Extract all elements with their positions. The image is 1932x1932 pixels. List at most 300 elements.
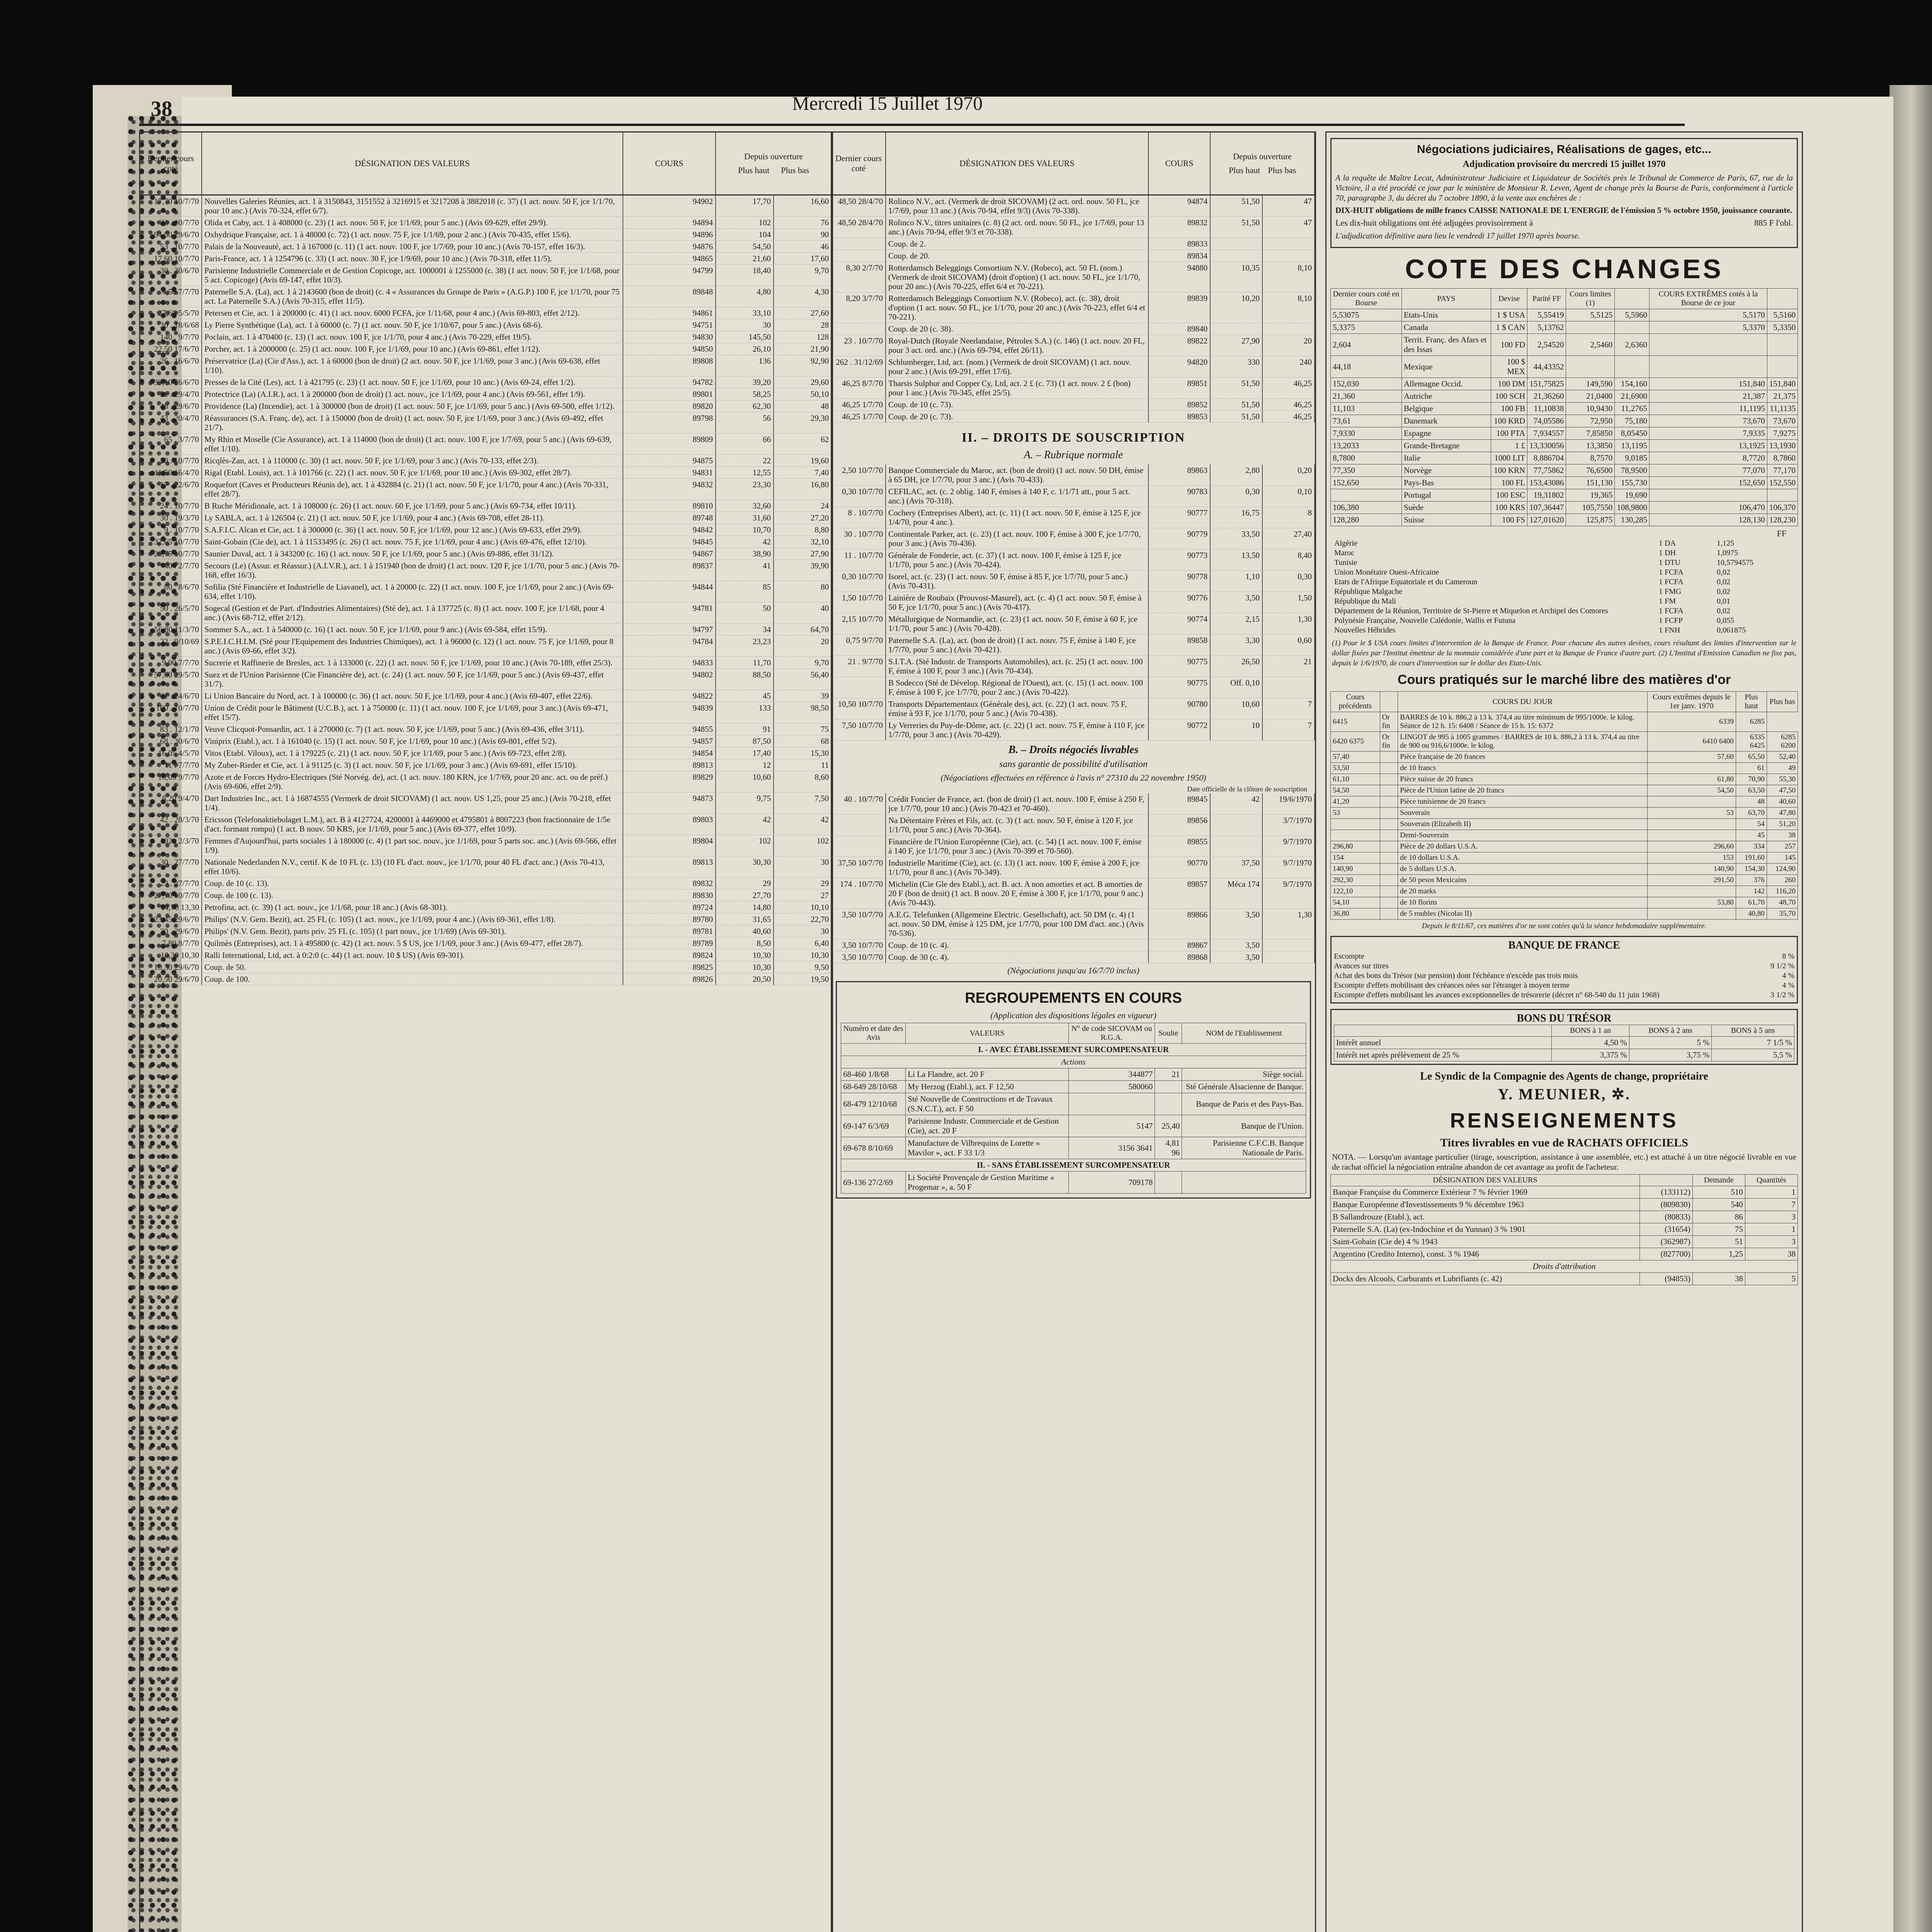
cell-dernier-cours: 21 . 9/7/70 [832, 656, 886, 677]
table-cell: 9,0185 [1615, 452, 1650, 464]
table-row [140, 602, 832, 624]
table-row [832, 464, 1315, 486]
cell-plus-haut: 29 [716, 878, 774, 889]
header-plus-haut: Plus haut [1228, 165, 1260, 175]
cell-plus-bas: 6,40 [774, 937, 832, 949]
cell-code: 89810 [623, 500, 716, 512]
table-cell: (94853) [1639, 1273, 1692, 1285]
table-cell: Or fin [1380, 732, 1398, 752]
table-cell [1380, 852, 1398, 864]
table-cell [1380, 886, 1398, 897]
cell-designation: Nouvelles Galeries Réunies, act. 1 à 3150843, 3151552 à 3216915 et 3217208 à 3882018 (c. 37) (1 act. nouv. 50 F, jce 1/1/70, pour 10 anc.) (Avis 70-324, effet 6/7). [202, 196, 623, 216]
cell-plus-haut: Méca 174 [1211, 878, 1263, 908]
table-cell: Souverain (Elizabeth II) [1398, 819, 1647, 830]
table-cell: 86 [1692, 1211, 1745, 1223]
cell-plus-haut: 32,60 [716, 500, 774, 512]
table-cell: Mexique [1401, 356, 1491, 378]
table-row [832, 878, 1315, 909]
table-row [832, 411, 1315, 423]
cell-dernier-cours: 30 . 27/7/70 [140, 856, 202, 877]
cell-designation: Petrofina, act. (c. 39) (1 act. nouv., jce 1/1/68, pour 18 anc.) (Avis 68-301). [202, 901, 623, 913]
cell-dernier-cours: 10,05 9/7/70 [140, 771, 202, 792]
cell-code: 90773 [1149, 549, 1211, 570]
table-cell: 55,30 [1767, 774, 1798, 785]
table-cell [1767, 334, 1798, 356]
cell-designation: Paris-France, act. 1 à 1254796 (c. 33) (1 act. nouv. 30 F, jce 1/9/69, pour 10 anc.) (Avis 70-318, effet 11/5). [202, 253, 623, 264]
cell-dernier-cours: 7,50 10/7/70 [832, 719, 886, 740]
cell-plus-bas: 80 [774, 581, 832, 602]
table-cell: 1,25 [1692, 1248, 1745, 1260]
table-row [1331, 1223, 1798, 1236]
cell-designation: Lainière de Roubaix (Prouvost-Masurel), act. (c. 4) (1 act. nouv. 50 F, émise à 50 F, jce 1/1/70, pour 5 anc.) (Avis 70-437). [886, 592, 1149, 613]
table-cell: 8,7860 [1767, 452, 1798, 464]
table-cell: 100 FB [1491, 403, 1527, 415]
cell-dernier-cours: 174 . 10/7/70 [832, 878, 886, 908]
table-row [841, 1115, 1306, 1137]
table-cell: 38 [1767, 830, 1798, 841]
cell-code: 94831 [623, 467, 716, 478]
cell-plus-bas: 15,30 [774, 747, 832, 759]
cell-plus-bas: 0,20 [1263, 464, 1315, 485]
table-cell [1647, 796, 1736, 808]
table-row [841, 1172, 1306, 1194]
zone-name: Polynésie Française, Nouvelle Calédonie, Wallis et Futuna [1334, 616, 1516, 625]
table-row [140, 343, 832, 355]
table-cell: 1 £ [1491, 440, 1527, 452]
table-cell: 296,60 [1647, 841, 1736, 852]
table-cell: 5,55419 [1527, 309, 1566, 321]
cell-plus-haut: 39,20 [716, 376, 774, 388]
table-cell: 100 KRS [1491, 502, 1527, 514]
cell-plus-haut: 30 [716, 319, 774, 331]
cell-designation: Na Détentaire Frères et Fils, act. (c. 3) (1 act. nouv. 50 F, émise à 120 F, jce 1/1/70, pour 5 anc.) (Avis 70-364). [886, 815, 1149, 835]
table-cell: 8,05450 [1615, 427, 1650, 440]
cell-plus-haut: 41 [716, 560, 774, 581]
table-cell: 5,5960 [1615, 309, 1650, 321]
zones-list [1334, 539, 1794, 635]
table-cell: 2,604 [1331, 334, 1402, 356]
table-cell: 1000 LIT [1491, 452, 1527, 464]
bdf-rate: 9 1/2 % [1770, 962, 1794, 970]
cell-dernier-cours: 7,80 8/7/70 [140, 937, 202, 949]
table-row [1331, 390, 1798, 403]
table-cell: 6285 6200 [1767, 732, 1798, 752]
table-cell: Pièce de 20 dollars U.S.A. [1398, 841, 1647, 852]
cell-plus-bas: 0,10 [1263, 486, 1315, 507]
table-row [140, 217, 832, 229]
cell-plus-bas: 90 [774, 229, 832, 240]
table-cell: 151,840 [1767, 378, 1798, 390]
cell-dernier-cours: 48 . 29/6/70 [140, 400, 202, 412]
table-row [140, 814, 832, 835]
table-cell: 151,130 [1566, 477, 1615, 489]
cell-code: 94822 [623, 690, 716, 702]
cell-plus-haut: 145,50 [716, 331, 774, 343]
header-designation: DÉSIGNATION DES VALEURS [886, 133, 1149, 194]
table-row [1331, 1236, 1798, 1248]
col1-header [140, 133, 832, 196]
table-row [1331, 808, 1798, 819]
cell-code: 89833 [1149, 238, 1211, 250]
table-cell [1566, 321, 1615, 334]
cell-designation: Coup. de 2. [886, 238, 1149, 250]
cell-plus-haut: 17,70 [716, 196, 774, 216]
cell-plus-bas: 7 [1263, 719, 1315, 740]
table-cell: 100 PTA [1491, 427, 1527, 440]
table-cell [1380, 830, 1398, 841]
cell-plus-bas: 64,70 [774, 624, 832, 635]
cell-dernier-cours [832, 836, 886, 857]
table-row [832, 857, 1315, 878]
page-edges [1889, 85, 1932, 1932]
cell-dernier-cours: 46,25 1/7/70 [832, 399, 886, 410]
table-cell [1649, 334, 1767, 356]
table-row [841, 1068, 1306, 1081]
header-plus-bas: Plus bas [1268, 165, 1296, 175]
cell-dernier-cours: 94,50 29/6/70 [140, 229, 202, 240]
table-cell: 6415 [1331, 712, 1380, 732]
table-cell: 5,5160 [1767, 309, 1798, 321]
cell-code: 89832 [623, 878, 716, 889]
negociations-box [1330, 138, 1798, 248]
cell-designation: S.P.E.I.C.H.I.M. (Sté pour l'Equipement des Industries Chimiques), act. 1 à 96000 (c. 12) (1 act. nouv. 75 F, jce 1/1/69, pour 8 anc.) (Avis 69-66, effet 3/2). [202, 636, 623, 656]
table-row [140, 229, 832, 241]
cell-plus-haut: 33,50 [1211, 528, 1263, 549]
col1-rows [140, 196, 832, 985]
cell-designation: Schlumberger, Ltd, act. (nom.) (Vermerk de droit SICOVAM) (1 act. nouv. pour 2 anc.) (Avis 69-291, effet 17/6). [886, 356, 1149, 377]
cell-code: 89845 [1149, 793, 1211, 814]
table-cell: 44,43352 [1527, 356, 1566, 378]
zone-unit: 1 DH [1659, 549, 1676, 557]
table-cell: 1 $ USA [1491, 309, 1527, 321]
table-cell: 21,387 [1649, 390, 1767, 403]
bdf-row [1334, 990, 1794, 1000]
table-cell: 7,9330 [1331, 427, 1402, 440]
table-cell: 63,50 [1736, 785, 1767, 796]
cell-code: 94875 [623, 455, 716, 466]
cell-designation: Préservatrice (La) (Cie d'Ass.), act. 1 à 60000 (bon de droit) (2 act. nouv. 50 F, jce 1/1/69, pour 3 anc.) (Avis 69-638, effet 1/10). [202, 355, 623, 376]
table-cell: 21,0400 [1566, 390, 1615, 403]
table-cell: 44,18 [1331, 356, 1402, 378]
table-cell: 36,80 [1331, 908, 1380, 920]
cell-plus-bas: 20 [1263, 335, 1315, 356]
cell-designation: Ly SABLA, act. 1 à 126504 (c. 21) (1 act. nouv. 50 F, jce 1/1/69, pour 4 anc.) (Avis 69-708, effet 28-11). [202, 512, 623, 524]
table-cell: (31654) [1639, 1223, 1692, 1236]
cell-designation: Coup. de 10 (c. 4). [886, 939, 1149, 951]
table-cell: 292,30 [1331, 875, 1380, 886]
table-cell: 100 FL [1491, 477, 1527, 489]
table-row [1331, 712, 1798, 732]
table-cell: 6339 [1647, 712, 1736, 732]
cell-code: 94874 [1149, 196, 1211, 216]
table-row [140, 455, 832, 467]
zone-value: 10,5794575 [1717, 558, 1753, 567]
cell-plus-haut: 133 [716, 702, 774, 723]
cell-plus-bas: 27,90 [774, 548, 832, 560]
cell-plus-haut [1211, 323, 1263, 335]
zone-unit: 1 DA [1659, 539, 1676, 548]
cell-plus-bas: 46,25 [1263, 399, 1315, 410]
cell-designation: Olida et Caby, act. 1 à 408000 (c. 23) (1 act. nouv. 50 F, jce 1/1/69, pour 5 anc.) (Avis 69-629, effet 29/9). [202, 217, 623, 228]
cell-plus-haut: 42 [716, 814, 774, 835]
bdf-label: Avances sur titres [1334, 962, 1389, 970]
bdf-row [1334, 952, 1794, 961]
column-header: PAYS [1401, 289, 1491, 309]
table-row [832, 378, 1315, 399]
cell-plus-haut: 31,65 [716, 913, 774, 925]
cell-code: 89813 [623, 759, 716, 771]
cell-plus-haut: 66 [716, 434, 774, 454]
cell-code: 94782 [623, 376, 716, 388]
section-droits-negocies-note: (Négociations effectuées en référence à l'avis n° 27310 du 22 novembre 1950) [940, 773, 1206, 782]
table-cell: Autriche [1401, 390, 1491, 403]
cell-code: 89866 [1149, 909, 1211, 939]
cell-designation: Isorel, act. (c. 23) (1 act. nouv. 50 F, émise à 85 F, jce 1/7/70, pour 5 anc.) (Avis 70-431). [886, 571, 1149, 592]
cell-code: 89780 [623, 913, 716, 925]
table-cell: 77,75862 [1527, 464, 1566, 477]
cell-code: 94784 [623, 636, 716, 656]
table-cell: Pièce suisse de 20 francs [1398, 774, 1647, 785]
table-cell: 5 % [1629, 1037, 1712, 1049]
table-cell: Etats-Unis [1401, 309, 1491, 321]
cell-dernier-cours: 48,50 28/4/70 [832, 196, 886, 216]
table-row [140, 878, 832, 889]
cell-plus-bas: 29,30 [774, 412, 832, 433]
cell-code: 94855 [623, 723, 716, 735]
cell-dernier-cours: 100 . 10/7/70 [140, 702, 202, 723]
column-header [1615, 289, 1650, 309]
table-cell: 70,90 [1736, 774, 1767, 785]
regroupements-box [836, 981, 1311, 1199]
cell-designation: Paternelle S.A. (La), act. 1 à 2143600 (bon de droit) (c. 4 « Assurances du Groupe de Paris » (A.G.P.) 100 F, jce 1/1/70, pour 75 act. La Paternelle S.A.) (Avis 70-315, effet 11/5). [202, 286, 623, 307]
cell-plus-haut: 27,70 [716, 889, 774, 901]
tresor-title: BONS DU TRÉSOR [1517, 1012, 1612, 1024]
table-cell: 8,886704 [1527, 452, 1566, 464]
cell-plus-haut: 20,50 [716, 973, 774, 985]
cell-dernier-cours: 23,45 29/6/70 [140, 913, 202, 925]
cell-plus-bas: 46,25 [1263, 378, 1315, 398]
column-header: Cours précédents [1331, 692, 1380, 712]
bdf-row [1334, 971, 1794, 981]
header-plus-haut: Plus haut [738, 165, 770, 175]
cell-plus-haut: 0,30 [1211, 486, 1263, 507]
cell-code: 94842 [623, 524, 716, 536]
cell-dernier-cours: 53 . 10/7/70 [140, 241, 202, 252]
table-row [832, 196, 1315, 217]
cell-dernier-cours [832, 677, 886, 698]
cell-code: 94867 [623, 548, 716, 560]
table-cell: 5,3350 [1767, 321, 1798, 334]
cell-dernier-cours: 11 . 7/7/70 [140, 759, 202, 771]
table-cell: Banque de Paris et des Pays-Bas. [1182, 1093, 1306, 1115]
cell-code: 94781 [623, 602, 716, 623]
table-cell: 151,75825 [1527, 378, 1566, 390]
banque-de-france-box [1330, 936, 1798, 1003]
table-row [1331, 875, 1798, 886]
cell-code: 94799 [623, 265, 716, 286]
column-header: BONS à 1 an [1552, 1025, 1629, 1037]
cell-designation: Crédit Foncier de France, act. (bon de droit) (1 act. nouv. 100 F, émise à 250 F, jce 1/7/70, pour 10 anc.) (Avis 70-423 et 70-460). [886, 793, 1149, 814]
cell-plus-bas: 3/7/1970 [1263, 815, 1315, 835]
table-cell: 77,070 [1649, 464, 1767, 477]
cell-dernier-cours: 4,50 7/7/70 [140, 286, 202, 307]
cell-plus-haut: 31,60 [716, 512, 774, 524]
table-cell: 100 SCH [1491, 390, 1527, 403]
table-row [1331, 897, 1798, 908]
zone-row [1334, 548, 1794, 558]
cell-plus-bas: 128 [774, 331, 832, 343]
table-cell [1331, 830, 1380, 841]
cell-code: 89824 [623, 949, 716, 961]
cell-designation: Petersen et Cie, act. 1 à 200000 (c. 41) (1 act. nouv. 6000 FCFA, jce 1/11/68, pour 4 anc.) (Avis 69-803, effet 2/12). [202, 307, 623, 319]
table-row [1331, 732, 1798, 752]
table-row [140, 331, 832, 343]
tresor-table [1334, 1025, 1794, 1061]
column-header: VALEURS [906, 1023, 1069, 1044]
cell-code: 94850 [623, 343, 716, 355]
changes-table [1330, 288, 1798, 526]
cell-designation: Rolinco N.V., titres unitaires (c. 8) (2 act. ord. nouv. 50 FL, jce 1/7/69, pour 13 anc.) (Avis 70-94, effet 9/3 et 70-338). [886, 217, 1149, 238]
negociations-sub: Adjudication provisoire du mercredi 15 juillet 1970 [1463, 159, 1666, 169]
cell-plus-bas: 75 [774, 723, 832, 735]
table-row [832, 323, 1315, 335]
cell-plus-haut: 136 [716, 355, 774, 376]
cell-designation: Réassurances (S.A. Franç. de), act. 1 à 150000 (bon de droit) (1 act. nouv. 50 F, jce 1/1/69, pour 3 anc.) (Avis 69-492, effet 21/7). [202, 412, 623, 433]
cell-plus-bas: 0,30 [1263, 571, 1315, 592]
table-cell: 51 [1692, 1236, 1745, 1248]
table-cell: 1 [1745, 1186, 1798, 1199]
table-cell: Suisse [1401, 514, 1491, 526]
column-header: COURS EXTRÊMES cotés à la Bourse de ce jour [1649, 289, 1767, 309]
cell-plus-bas: 42 [774, 814, 832, 835]
cell-code: 90772 [1149, 719, 1211, 740]
cell-dernier-cours: 68 . 30/6/70 [140, 735, 202, 747]
cell-plus-haut: 12,55 [716, 467, 774, 478]
column-header: Parité FF [1527, 289, 1566, 309]
cell-code: 89748 [623, 512, 716, 524]
cell-plus-haut: 22 [716, 455, 774, 466]
table-cell: 49 [1767, 763, 1798, 774]
zone-name: Département de la Réunion, Territoire de St-Pierre et Miquelon et Archipel des Comores [1334, 607, 1608, 615]
cell-plus-bas: 22,70 [774, 913, 832, 925]
table-cell: 152,650 [1331, 477, 1402, 489]
table-cell: BARRES de 10 k. 886,2 à 13 k. 374,4 au titre minimum de 995/1000e. le kilog. Séance de 12 h. 15: 6408 / Séance de 15 h. 15: 6372 [1398, 712, 1647, 732]
table-cell [1380, 875, 1398, 886]
table-cell [1647, 886, 1736, 897]
cell-code: 90779 [1149, 528, 1211, 549]
cell-designation: Coup. de 50. [202, 961, 623, 973]
table-cell [1647, 908, 1736, 920]
cell-designation: Veuve Clicquot-Ponsardin, act. 1 à 270000 (c. 7) (1 act. nouv. 50 F, jce 1/1/69, pour 5 anc.) (Avis 69-436, effet 3/11). [202, 723, 623, 735]
table-row [1331, 830, 1798, 841]
cell-plus-bas: 68 [774, 735, 832, 747]
table-cell: 48 [1736, 796, 1767, 808]
table-cell: 69-147 6/3/69 [841, 1115, 906, 1137]
table-cell: 125,875 [1566, 514, 1615, 526]
column-header [1380, 692, 1398, 712]
cell-code: 94751 [623, 319, 716, 331]
table-cell [1647, 763, 1736, 774]
cell-code: 89863 [1149, 464, 1211, 485]
cell-dernier-cours [832, 323, 886, 335]
table-row [832, 356, 1315, 378]
cell-plus-bas: 76 [774, 217, 832, 228]
cell-designation: B Ruche Méridionale, act. 1 à 108000 (c. 26) (1 act. nouv. 60 F, jce 1/1/69, pour 5 anc.) (Avis 69-734, effet 10/11). [202, 500, 623, 512]
table-cell [1380, 796, 1398, 808]
table-cell: 54,50 [1331, 785, 1380, 796]
table-cell: 145 [1767, 852, 1798, 864]
table-cell: 100 FD [1491, 334, 1527, 356]
cell-plus-bas: 240 [1263, 356, 1315, 377]
cell-designation: Femmes d'Aujourd'hui, parts sociales 1 à 180000 (c. 4) (1 part soc. nouv., jce 1/1/69, pour 5 parts soc. anc.) (Avis 69-566, effet 1/9). [202, 835, 623, 856]
table-cell: Portugal [1401, 489, 1491, 502]
cell-plus-haut: 11,70 [716, 657, 774, 668]
cell-dernier-cours: 30 . 10/7/70 [832, 528, 886, 549]
table-cell: 61 [1736, 763, 1767, 774]
table-row [832, 399, 1315, 411]
table-row [832, 909, 1315, 939]
zone-unit: 1 FNH [1659, 626, 1680, 634]
zone-value: 0,061875 [1717, 626, 1746, 634]
table-cell: 153 [1647, 852, 1736, 864]
negociations-end-note: (Négociations jusqu'au 16/7/70 inclus) [1007, 966, 1139, 975]
cell-plus-bas: 19,50 [774, 973, 832, 985]
table-cell: 68-649 28/10/68 [841, 1081, 906, 1093]
table-cell: 6420 6375 [1331, 732, 1380, 752]
table-row [140, 265, 832, 286]
cell-designation: Saint-Gobain (Cie de), act. 1 à 11533495 (c. 26) (1 act. nouv. 75 F, jce 1/1/69, pour 4 anc.) (Avis 69-476, effet 12/10). [202, 536, 623, 548]
table-cell: 13,2033 [1331, 440, 1402, 452]
cell-designation: Oxhydrique Française, act. 1 à 48000 (c. 72) (1 act. nouv. 75 F, jce 1/1/69, pour 2 anc.) (Avis 70-435, effet 15/6). [202, 229, 623, 240]
cell-designation: Parisienne Industrielle Commerciale et de Gestion Copicoge, act. 1000001 à 1255000 (c. 38) (1 act. nouv. 50 F, jce 1/1/68, pour 5 act. Copicoge) (Avis 69-147, effet 10/3). [202, 265, 623, 286]
syndic-line: Le Syndic de la Compagnie des Agents de change, propriétaire [1420, 1070, 1708, 1082]
cell-plus-haut: 34 [716, 624, 774, 635]
cell-designation: CEFILAC, act. (c. 2 oblig. 140 F, émises à 140 F, c. 1/1/71 att., pour 5 act. anc.) (Avis 70-318). [886, 486, 1149, 507]
column-header: COURS DU JOUR [1398, 692, 1647, 712]
cell-designation: Porcher, act. 1 à 2000000 (c. 25) (1 act. nouv. 100 F, jce 1/1/69, pour 10 anc.) (Avis 69-861, effet 1/12). [202, 343, 623, 355]
header-cours: COURS [623, 133, 716, 194]
cell-dernier-cours: 0,30 10/7/70 [832, 486, 886, 507]
cell-dernier-cours: 17 . 22/6/70 [140, 479, 202, 500]
table-cell: 580060 [1068, 1081, 1155, 1093]
table-cell: 38 [1745, 1248, 1798, 1260]
cell-designation: Métallurgique de Normandie, act. (c. 23) (1 act. nouv. 50 F, émise à 60 F, jce 1/1/70, pour 5 anc.) (Avis 70-428). [886, 613, 1149, 634]
table-cell: 152,550 [1767, 477, 1798, 489]
zone-unit: 1 FCFA [1659, 568, 1684, 577]
cell-designation: Protectrice (La) (A.I.R.), act. 1 à 200000 (bon de droit) (1 act. nouv., jce 1/1/69, pour 4 anc.) (Avis 69-561, effet 1/9). [202, 388, 623, 400]
table-cell: Saint-Gobain (Cie de) 4 % 1943 [1331, 1236, 1640, 1248]
table-cell: Pièce française de 20 frances [1398, 752, 1647, 763]
cell-code: 94830 [623, 331, 716, 343]
table-cell: 19,31802 [1527, 489, 1566, 502]
cell-code: 94833 [623, 657, 716, 668]
cell-designation: S.A.F.I.C. Alcan et Cie, act. 1 à 300000 (c. 36) (1 act. nouv. 50 F, jce 1/1/69, pour 12 anc.) (Avis 69-633, effet 29/9). [202, 524, 623, 536]
rens-droits-label: Droits d'attribution [1331, 1260, 1798, 1273]
table-cell: 3 [1745, 1211, 1798, 1223]
zone-row [1334, 616, 1794, 626]
table-cell: Pays-Bas [1401, 477, 1491, 489]
cell-designation: Coup. de 20. [886, 250, 1149, 262]
table-cell [1767, 489, 1798, 502]
cell-code: 89853 [1149, 411, 1211, 422]
table-cell: 5,5125 [1566, 309, 1615, 321]
table-row [832, 250, 1315, 262]
table-row [140, 512, 832, 524]
cell-code: 94876 [623, 241, 716, 252]
table-row [841, 1081, 1306, 1093]
table-row [832, 719, 1315, 741]
table-cell: 2,54520 [1527, 334, 1566, 356]
